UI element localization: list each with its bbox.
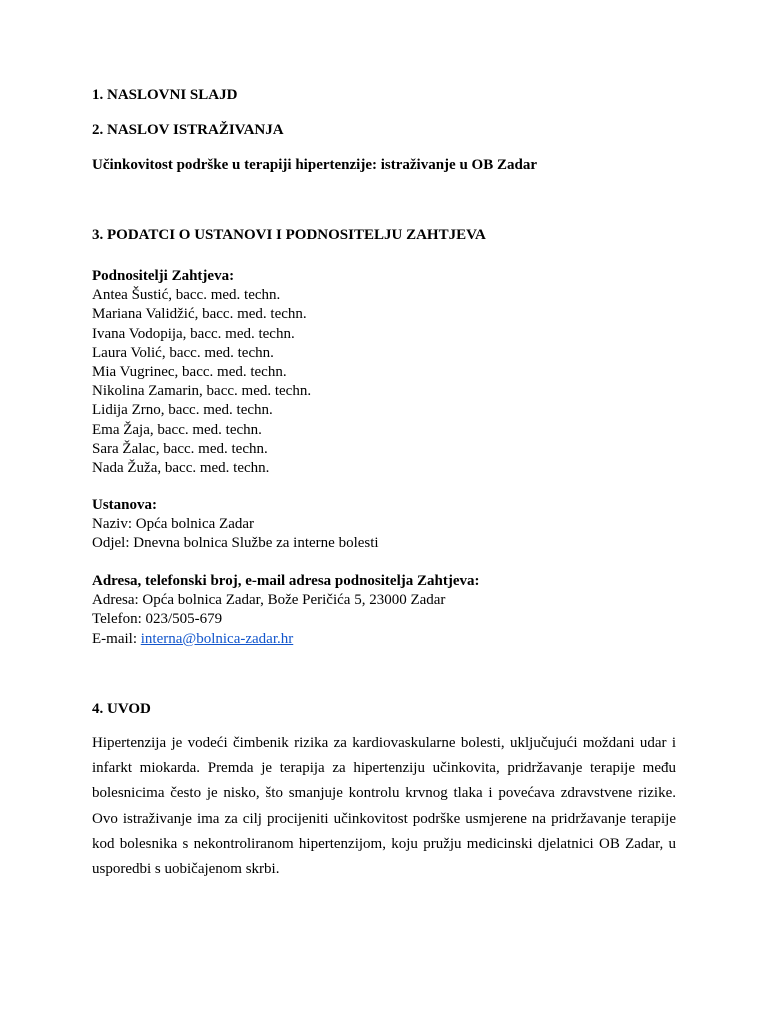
- institution-label: Ustanova:: [92, 497, 158, 513]
- applicant-name: Mariana Validžić, bacc. med. techn.: [92, 306, 307, 323]
- applicant-name: Ema Žaja, bacc. med. techn.: [92, 421, 262, 438]
- contact-phone: Telefon: 023/505-679: [92, 611, 223, 628]
- applicant-name: Laura Volić, bacc. med. techn.: [92, 344, 274, 361]
- applicant-name: Nikolina Zamarin, bacc. med. techn.: [92, 383, 312, 400]
- applicants-label: Podnositelji Zahtjeva:: [92, 268, 235, 284]
- contact-email-line: [92, 630, 676, 649]
- section-2-heading: 2. NASLOV ISTRAŽIVANJA: [92, 122, 284, 138]
- institution-name: Naziv: Opća bolnica Zadar: [92, 516, 255, 533]
- section-3-heading: 3. PODATCI O USTANOVI I PODNOSITELJU ZAHTJEVA: [92, 227, 486, 243]
- email-link[interactable]: interna@bolnica-zadar.hr: [140, 630, 294, 647]
- institution-department: Odjel: Dnevna bolnica Službe za interne bolesti: [92, 535, 379, 552]
- applicant-name: Lidija Zrno, bacc. med. techn.: [92, 402, 273, 419]
- applicant-name: Sara Žalac, bacc. med. techn.: [92, 440, 268, 457]
- applicant-name: Mia Vugrinec, bacc. med. techn.: [92, 364, 287, 381]
- contact-block: [92, 572, 676, 649]
- institution-block: [92, 496, 676, 554]
- research-title: Učinkovitost podrške u terapiji hipertenzije: istraživanje u OB Zadar: [92, 157, 537, 173]
- email-prefix: E-mail:: [92, 630, 141, 647]
- contact-label: Adresa, telefonski broj, e-mail adresa podnositelja Zahtjeva:: [92, 573, 480, 589]
- applicant-name: Ivana Vodopija, bacc. med. techn.: [92, 325, 295, 342]
- applicants-block: [92, 267, 676, 478]
- applicant-name: Nada Žuža, bacc. med. techn.: [92, 460, 270, 477]
- applicant-name: Antea Šustić, bacc. med. techn.: [92, 287, 281, 304]
- section-4-heading: 4. UVOD: [92, 701, 151, 717]
- contact-address: Adresa: Opća bolnica Zadar, Bože Peričića 5, 23000 Zadar: [92, 592, 446, 609]
- section-1-heading: 1. NASLOVNI SLAJD: [92, 87, 238, 103]
- intro-paragraph: Hipertenzija je vodeći čimbenik rizika za kardiovaskularne bolesti, uključujući moždani udar i infarkt miokarda. Premda je terapija za hipertenziju učinkovita, pridržavanje terapije među bolesnicima često je nisko, što smanjuje kontrolu krvnog tlaka i povećava zdravstvene rizike. Ovo istraživanje ima za cilj procijeniti učinkovitost podrške usmjerene na pridržavanje terapije kod bolesnika s nekontroliranom hipertenzijom, koju pružju medicinski djelatnici OB Zadar, u usporedbi s uobičajenom skrbi.: [92, 735, 676, 878]
